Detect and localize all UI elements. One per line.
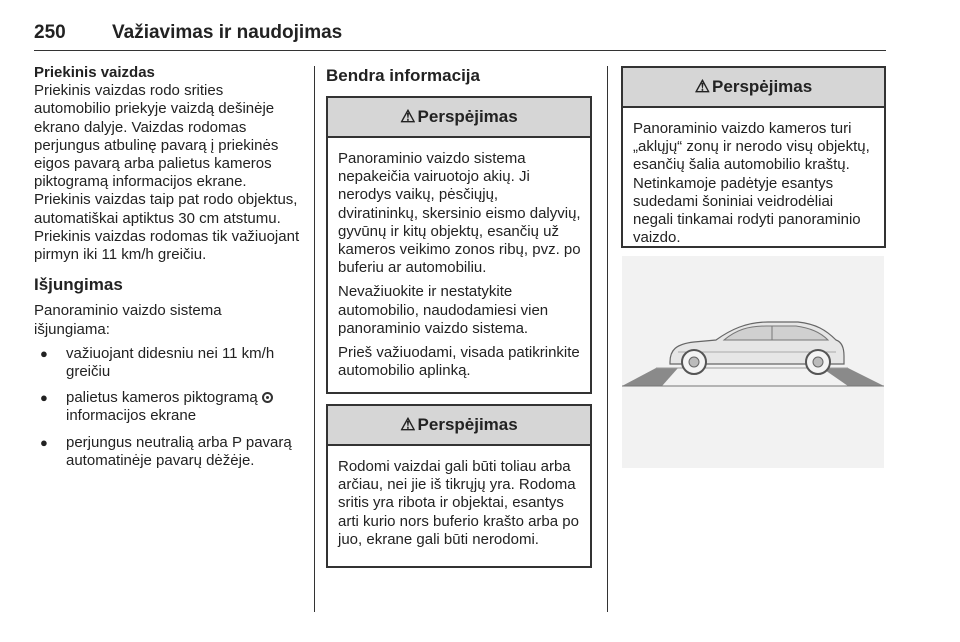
warning-header (623, 68, 884, 108)
bullet-icon: ● (40, 390, 48, 406)
warning-text: Prieš važiuodami, visada patikrinkite automobilio aplinką. (338, 344, 580, 380)
front-view-text: Priekinis vaizdas rodo srities automobilio priekyje vaizdą dešinėje ekrano dalyje. Vaizdas rodomas perjungus atbulinę pavarą į priekinės eigos pavarą arba palietus kameros piktogramą informacijos ekrane. Priekinis vaizdas taip pat rodo objektus, automatiškai aptiktus 30 cm atstumu. Priekinis vaizdas rodomas tik važiuojant pirmyn iki 11 km/h greičiu. (34, 82, 300, 264)
list-item-text: informacijos ekrane (66, 407, 197, 425)
car-illustration (622, 256, 884, 468)
warning-triangle-icon: ⚠ (400, 106, 416, 126)
rear-wheel-hub (813, 357, 823, 367)
switch-off-heading: Išjungimas (34, 275, 123, 295)
warning-body (328, 138, 590, 388)
column-divider (314, 66, 315, 612)
warning-text: Rodomi vaizdai gali būti toliau arba arčiau, nei jie iš tikrųjų yra. Rodoma sritis yra ribota ir objektai, esantys arti kurio nors buferio krašto arba po juo, ekrane gali būti nerodomi. (338, 458, 579, 548)
bullet-icon: ● (40, 345, 48, 361)
warning-box (326, 404, 592, 568)
warning-text: Panoraminio vaizdo kameros turi „aklųjų“ zonų ir nerodo visų objektų, esančių šalia automobilio kraštų. Netinkamoje padėtyje esantys sudedami šoniniai veidrodėliai negali tinkamai rodyti panoraminio vaizdo. (633, 120, 870, 247)
warning-text: Nevažiuokite ir nestatykite automobilio, naudodamiesi vien panoraminio vaizdo sistema. (338, 283, 549, 337)
warning-box (621, 66, 886, 248)
list-item (34, 389, 300, 425)
warning-title: Perspėjimas (417, 106, 518, 126)
warning-header (328, 406, 590, 446)
page-title: Važiavimas ir naudojimas (112, 22, 343, 43)
column-divider (607, 66, 608, 612)
warning-text: Panoraminio vaizdo sistema nepakeičia vairuotojo akių. Ji nerodys vaikų, pėsčiųjų, dviratininkų, skersinio eismo dalyvių, gyvūnų ir kitų objektų, esančių už kameros veikimo zonos ribų, pvz. po buferiu ar automobiliu. (338, 150, 581, 277)
page-number: 250 (34, 22, 66, 43)
list-item-text: palietus kameros piktogramą (66, 389, 258, 407)
warning-triangle-icon: ⚠ (694, 76, 711, 96)
front-view-heading: Priekinis vaizdas (34, 64, 155, 81)
camera-icon (262, 392, 273, 403)
warning-box (326, 96, 592, 394)
warning-body (328, 446, 590, 557)
front-wheel-hub (689, 357, 699, 367)
warning-header (328, 98, 590, 138)
switch-off-list (34, 345, 300, 470)
list-item (34, 345, 300, 381)
switch-off-intro: Panoraminio vaizdo sistema išjungiama: (34, 302, 222, 338)
rear-camera-zone (822, 368, 884, 386)
general-info-heading: Bendra informacija (326, 66, 480, 85)
list-item (34, 434, 300, 470)
list-item-text: važiuojant didesniu nei 11 km/h greičiu (66, 344, 275, 381)
warning-triangle-icon: ⚠ (400, 414, 416, 434)
bullet-icon: ● (40, 434, 48, 450)
front-camera-zone (622, 368, 678, 386)
warning-title: Perspėjimas (712, 76, 813, 96)
car-svg (622, 256, 884, 468)
list-item-text: perjungus neutralią arba P pavarą automatinėje pavarų dėžėje. (66, 433, 292, 469)
warning-body (623, 108, 884, 255)
left-column (34, 64, 300, 478)
page-header (34, 22, 886, 51)
warning-title: Perspėjimas (417, 414, 518, 434)
